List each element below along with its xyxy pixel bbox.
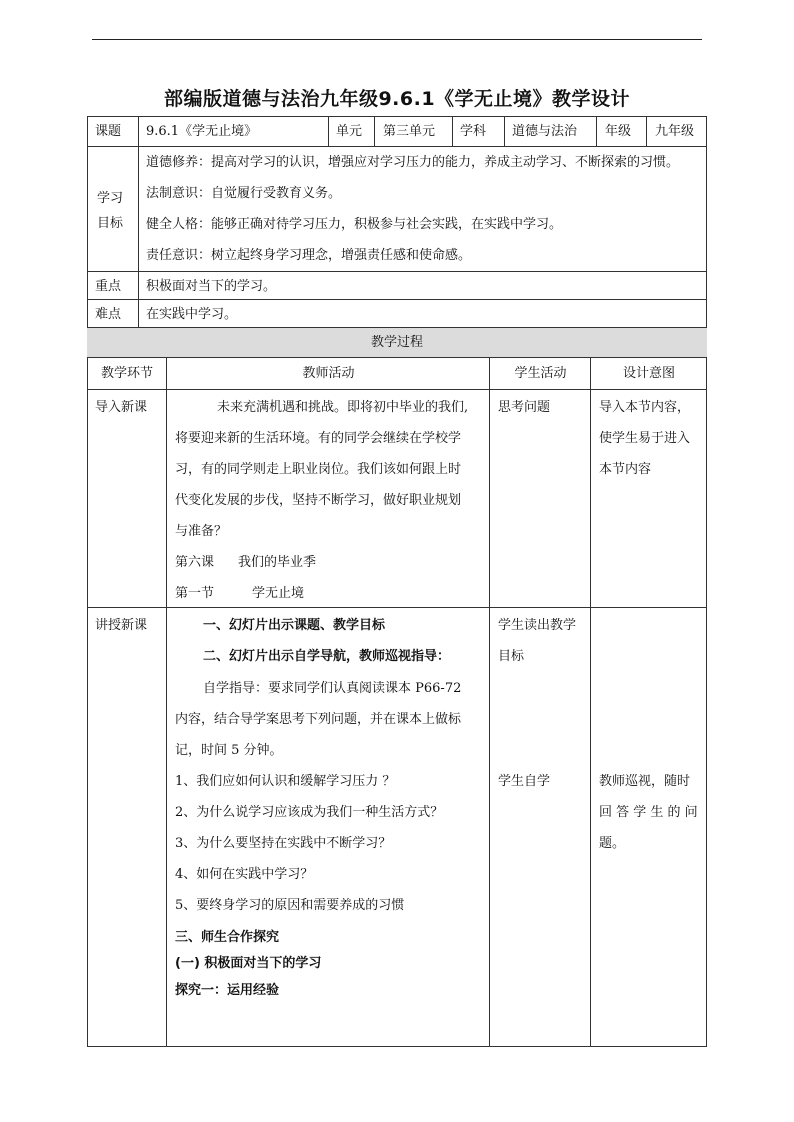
teach-intent-line: 回 答 学 生 的 问 — [599, 805, 698, 820]
grade-value: 九年级 — [655, 124, 695, 139]
teach-step-1: 一、幻灯片出示课题、教学目标 — [203, 618, 386, 633]
lesson-value: 9.6.1《学无止境》 — [146, 124, 258, 139]
guide-line: 内容，结合导学案思考下列问题，并在课本上做标 — [175, 712, 462, 727]
grade-label: 年级 — [605, 124, 632, 139]
unit-label: 单元 — [336, 124, 363, 139]
objective-item: 健全人格：能够正确对待学习压力，积极参与社会实践，在实践中学习。 — [146, 217, 563, 232]
intro-teacher-line: 将要迎来新的生活环境。有的同学会继续在学校学 — [175, 431, 462, 446]
intro-student: 思考问题 — [498, 400, 551, 415]
page-title: 部编版道德与法治九年级9.6.1《学无止境》教学设计 — [163, 88, 631, 110]
lesson-number-label: 第六课 — [175, 555, 215, 570]
teach-step-2: 二、幻灯片出示自学导航，教师巡视指导： — [203, 649, 451, 664]
difficulty-text: 在实践中学习。 — [146, 307, 238, 322]
objectives-label-line1: 学习 — [97, 191, 124, 206]
question-item: 3、为什么要坚持在实践中不断学习？ — [175, 836, 392, 851]
teach-step-3: 三、师生合作探究 — [175, 930, 280, 945]
header-rule — [92, 39, 702, 40]
objectives-label-line2: 目标 — [97, 216, 124, 231]
explore-item: 探究一：运用经验 — [175, 983, 280, 998]
difficulty-label: 难点 — [95, 307, 122, 322]
teach-stage-cell — [87, 608, 167, 1047]
question-item: 4、如何在实践中学习？ — [175, 867, 314, 882]
guide-line: 记，时间 5 分钟。 — [175, 743, 283, 758]
objective-item: 责任意识：树立起终身学习理念，增强责任感和使命感。 — [146, 248, 472, 263]
question-item: 1、我们应如何认识和缓解学习压力 ？ — [175, 774, 396, 789]
subject-label: 学科 — [460, 124, 487, 139]
intro-intent-cell — [591, 390, 707, 608]
intro-stage: 导入新课 — [95, 400, 148, 415]
intro-teacher-line: 代变化发展的步伐，坚持不断学习，做好职业规划 — [175, 493, 462, 508]
teach-intent-cell — [591, 608, 707, 1047]
teach-student-self: 学生自学 — [498, 774, 551, 789]
col-header-teacher: 教师活动 — [302, 366, 355, 381]
intro-teacher-line: 未来充满机遇和挑战。即将初中毕业的我们, — [217, 400, 469, 415]
key-point-text: 积极面对当下的学习。 — [146, 279, 277, 294]
col-header-student: 学生活动 — [514, 366, 567, 381]
section-number-label: 第一节 — [175, 586, 215, 601]
unit-value: 第三单元 — [383, 124, 436, 139]
section-name: 学无止境 — [252, 586, 305, 601]
objectives-label-cell — [87, 147, 139, 272]
key-point-label: 重点 — [95, 279, 122, 294]
col-header-intent: 设计意图 — [622, 366, 675, 381]
teach-student-line: 目标 — [498, 649, 525, 664]
intro-stage-cell — [87, 390, 167, 608]
guide-line: 自学指导：要求同学们认真阅读课本 P66-72 — [203, 681, 462, 696]
teach-student-line: 学生读出教学 — [498, 618, 577, 633]
teach-stage: 讲授新课 — [95, 618, 148, 633]
intro-student-cell — [490, 390, 591, 608]
intro-teacher-line: 习，有的同学则走上职业岗位。我们该如何跟上时 — [175, 462, 462, 477]
teach-teacher-cell — [167, 608, 490, 1047]
teach-student-cell — [490, 608, 591, 1047]
teach-intent-line: 题。 — [599, 836, 626, 851]
lesson-label: 课题 — [95, 124, 122, 139]
intro-intent-line: 本节内容 — [599, 462, 652, 477]
objective-item: 道德修养：提高对学习的认识，增强应对学习压力的能力，养成主动学习、不断探索的习惯。 — [146, 155, 680, 170]
lesson-name: 我们的毕业季 — [238, 555, 317, 570]
process-heading: 教学过程 — [370, 335, 423, 350]
teach-intent-line: 教师巡视，随时 — [599, 774, 691, 789]
question-item: 2、为什么说学习应该成为我们一种生活方式？ — [175, 805, 444, 820]
explore-subheading: (一) 积极面对当下的学习 — [175, 956, 322, 971]
objective-item: 法制意识：自觉履行受教育义务。 — [146, 186, 342, 201]
intro-intent-line: 导入本节内容， — [599, 400, 691, 415]
col-header-stage: 教学环节 — [100, 366, 153, 381]
subject-value: 道德与法治 — [512, 124, 578, 139]
intro-intent-line: 使学生易于进入 — [599, 431, 691, 446]
question-item: 5、要终身学习的原因和需要养成的习惯 — [175, 898, 405, 913]
intro-teacher-line: 与准备？ — [175, 524, 228, 539]
